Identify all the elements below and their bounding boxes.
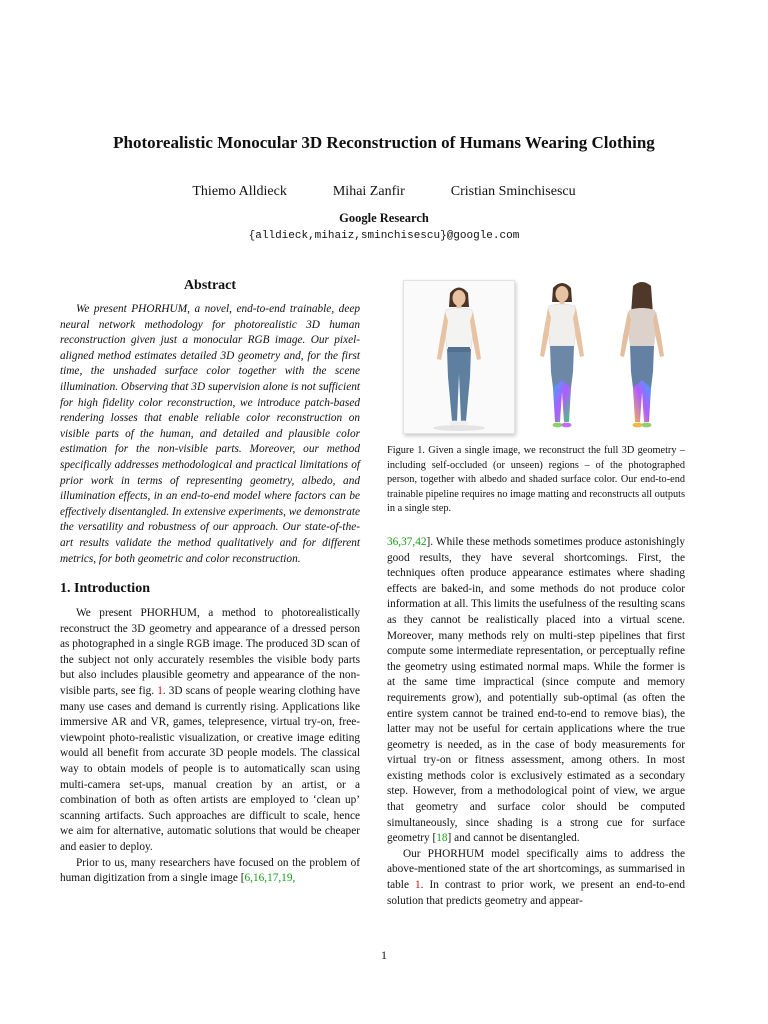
email: {alldieck,mihaiz,sminchisescu}@google.com: [248, 230, 520, 242]
input-photo: [403, 280, 515, 434]
reconstruction-front-illustration: [527, 280, 597, 436]
text-span: Our PHORHUM model specifically aims to address the above-mentioned state of the art shortcomings, as summarised in table: [387, 847, 685, 892]
author-list: [0, 184, 768, 200]
text-span: We present PHORHUM, a method to photorealistically reconstruct the 3D geometry and appearance of a dressed person as photographed in a single RGB image. The produced 3D scan of the subject not only accurately resembles the visible body parts but also includes plausible geometry and appearance of the non-visible parts, see fig.: [60, 607, 360, 698]
left-column: [60, 278, 360, 887]
section-heading: 1. Introduction: [60, 581, 150, 597]
person-photo-illustration: [404, 281, 514, 433]
text-span: ] and cannot be disentangled.: [447, 832, 580, 845]
intro-paragraph: [60, 606, 360, 856]
citation-link[interactable]: 18: [436, 832, 448, 845]
reconstruction-back-illustration: [607, 280, 677, 436]
page-number: 1: [381, 948, 387, 962]
author-name: Cristian Sminchisescu: [450, 184, 576, 199]
intro-paragraph: [387, 847, 685, 909]
author-name: Mihai Zanfir: [332, 184, 405, 199]
text-span: . In contrast to prior work, we present an end-to-end solution that predicts geometry and appear-: [387, 879, 686, 907]
citation-link[interactable]: 36,37,42: [387, 535, 427, 548]
citation-link[interactable]: 6,16,17,19,: [244, 872, 296, 885]
figure-caption: Figure 1. Given a single image, we reconstruct the full 3D geometry – including self-occluded (or unseen) regions – of the photographed person, together with albedo and shaded surface color. Our end-to-end trainable pipeline requires no image matting and reconstructs all outputs in a single step.: [387, 445, 685, 515]
abstract-heading: Abstract: [183, 278, 237, 293]
intro-paragraph: [387, 535, 685, 847]
reconstruction-front: [527, 280, 597, 436]
paper-title: Photorealistic Monocular 3D Reconstruction of Humans Wearing Clothing: [113, 133, 655, 152]
intro-paragraph: [60, 856, 360, 887]
reconstruction-back: [607, 280, 677, 436]
author-name: Thiemo Alldieck: [192, 184, 287, 199]
right-column: [387, 278, 685, 909]
text-span: . 3D scans of people wearing clothing have many use cases and demand is currently rising. Applications like immersive AR and VR, games, telepresence, virtual try-on, free-viewpoint photo-realistic visualization, or creative image editing would all benefit from accurate 3D people models. The classical way to obtain models of people is to automatically scan using multi-camera set-ups, manual creation by an artist, or a combination of both as often artists are employed to ‘clean up’ scanning artifacts. Such approaches are difficult to scale, hence we aim for alternative, automatic solutions that would be cheaper and easier to deploy.: [60, 685, 361, 853]
table-reference-link[interactable]: 1: [415, 879, 421, 892]
text-span: Prior to us, many researchers have focused on the problem of human digitization from a single image [: [60, 856, 360, 885]
abstract-text: We present PHORHUM, a novel, end-to-end trainable, deep neural network methodology for photorealistic 3D human reconstruction given just a monocular RGB image. Our pixel-aligned method estimates detailed 3D geometry and, for the first time, the unshaded surface color together with the scene illumination. Observing that 3D supervision alone is not sufficient for high fidelity color reconstruction, we introduce patch-based rendering losses that enable reliable color reconstruction on visible parts of the human, and detailed and plausible color estimation for the non-visible parts. Moreover, our method specifically addresses methodological and practical limitations of prior work in terms of representing geometry, albedo, and illumination effects, in an end-to-end model where factors can be effectively disentangled. In extensive experiments, we demonstrate the versatility and robustness of our approach. Our state-of-the-art results validate the method qualitatively and for different metrics, for both geometric and color reconstruction.: [60, 303, 360, 565]
text-span: ]. While these methods sometimes produce astonishingly good results, they have several shortcomings. First, the techniques often produce appearance estimates where shading effects are baked-in, and some methods do not produce color information at all. This limits the usefulness of the resulting scans as they cannot be realistically placed into a virtual scene. Moreover, many methods rely on multi-step pipelines that first compute some intermediate representation, or perceptually refine the geometry using estimated normal maps. While the former is at the same time impractical (since compute and memory requirements grow), and potentially sub-optimal (as often the entire system cannot be trained end-to-end to remove bias), the latter may not be useful for certain applications where the true geometry is needed, as in the case of body measurements for virtual try-on or fitness assessment, among others. In most existing methods color is exclusively estimated as a secondary step. However, from a methodological point of view, we argue that geometry and surface color should be computed simultaneously, since shading is a strong cue for surface geometry [: [387, 535, 685, 845]
affiliation: Google Research: [339, 211, 429, 225]
figure-reference-link[interactable]: 1: [157, 685, 163, 698]
figure-1: [387, 278, 685, 438]
